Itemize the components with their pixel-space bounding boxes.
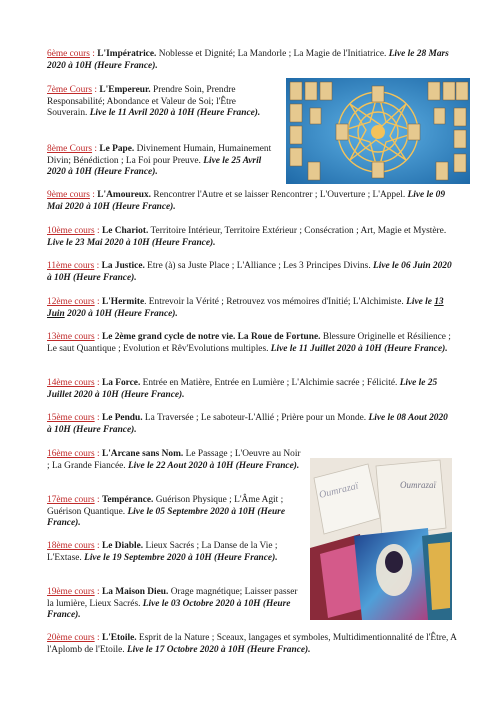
course-title: Le Chariot. [101,226,149,236]
live-date: Live le 28 Mars 2020 à 10H (Heure France). [47,49,449,71]
course-description: Lieux Sacrés ; La Danse de la Vie ; L'Extase. [47,541,278,563]
live-date: Live le 13 Juin 2020 à 10H (Heure France). [47,297,444,319]
course-entry-18: 18ème cours : Le Diable. Lieux Sacrés ; La Danse de la Vie ; L'Extase. Live le 19 Septembre 2020 à 10H (Heure France). [47,541,278,563]
course-description: . Entrevoir la Vérité ; Retrouvez vos mémoires d'Initié; L'Alchimiste. [144,297,404,307]
live-date: Live le 11 Juillet 2020 à 10H (Heure France). [270,343,448,354]
course-entry-14: 14ème cours : La Force. Entrée en Matière, Entrée en Lumière ; L'Alchimie sacrée ; Félicité. Live le 25 Juillet 2020 à 10H (Heure France). [47,378,438,400]
course-entry-17: 17ème cours : Tempérance. Guérison Physique ; L'Âme Agit ; Guérison Quantique. Live le 05 Septembre 2020 à 10H (Heure France). [47,495,285,529]
course-number[interactable]: 8ème Cours [47,144,93,154]
course-number[interactable]: 18ème cours [47,541,95,551]
course-description: Etre (à) sa Juste Place ; L'Alliance ; Les 3 Principes Divins. [147,261,371,271]
course-title: L'Hermite [101,297,145,307]
course-title: Le 2ème grand cycle de notre vie. La Roue de Fortune. [101,332,321,342]
course-entry-16: 16ème cours : L'Arcane sans Nom. Le Passage ; L'Oeuvre au Noir ; La Grande Fiancée. Live le 22 Aout 2020 à 10H (Heure France). [47,449,301,471]
book-title: Oumrazaï [400,480,437,490]
course-description: Noblesse et Dignité; La Mandorle ; La Magie de l'Initiatrice. [158,49,387,59]
live-date: Live le 06 Juin 2020 à 10H (Heure France). [47,261,452,283]
live-date: Live le 08 Aout 2020 à 10H (Heure France). [47,413,448,435]
course-description: Esprit de la Nature ; Sceaux, langages et symboles, Multidimentionnalité de l'Être, A l'Aplomb de l'Etoile. [47,633,457,655]
course-number[interactable]: 15ème cours [47,413,95,423]
course-title: L'Amoureux. [97,190,151,200]
course-number[interactable]: 13ème cours [47,332,95,342]
course-title: L'Empereur. [99,85,151,95]
tarot-mandala-image [286,78,470,184]
live-date: Live le 23 Mai 2020 à 10H (Heure France). [47,237,216,248]
course-entry-6: 6ème cours : L'Impératrice. Noblesse et Dignité; La Mandorle ; La Magie de l'Initiatrice. Live le 28 Mars 2020 à 10H (Heure France). [47,49,449,71]
course-description: Prendre Soin, Prendre Responsabilité; Abondance et Valeur de Soi; l'Être Souverain. [47,85,236,119]
course-title: L'Etoile. [101,633,137,643]
course-title: Le Pendu. [101,413,143,423]
live-date: Live le 22 Aout 2020 à 10H (Heure France). [127,460,300,471]
course-title: La Maison Dieu. [101,587,169,597]
course-entry-19: 19ème cours : La Maison Dieu. Orage magnétique; Laisser passer la lumière, Lieux Sacrés. Live le 03 Octobre 2020 à 10H (Heure France). [47,587,298,621]
live-date: Live le 17 Octobre 2020 à 10H (Heure France). [126,644,311,655]
course-description: Rencontrer l'Autre et se laisser Rencontrer ; L'Ouverture ; L'Appel. [153,190,406,200]
course-entry-20: 20ème cours : L'Etoile. Esprit de la Nature ; Sceaux, langages et symboles, Multidimentionnalité de l'Être, A l'Aplomb de l'Etoile. Live le 17 Octobre 2020 à 10H (Heure France). [47,633,457,655]
course-number[interactable]: 11ème cours [47,261,95,271]
oracle-book-image [310,458,452,620]
oracle-cards-illustration [310,458,452,620]
course-number[interactable]: 10ème cours [47,226,95,236]
course-entry-10: 10ème cours : Le Chariot. Territoire Intérieur, Territoire Extérieur ; Consécration ; Art, Magie et Mystère. Live le 23 Mai 2020 à 10H (Heure France). [47,226,447,248]
book-title-left: Oumrazaï [318,480,360,501]
course-title: Le Diable. [101,541,144,551]
live-date: Live le 05 Septembre 2020 à 10H (Heure France). [47,506,285,529]
course-description: Le Passage ; L'Oeuvre au Noir ; La Grande Fiancée. [47,449,301,471]
live-date: Live le 11 Avril 2020 à 10H (Heure France). [89,108,261,119]
course-entry-7: 7ème Cours : L'Empereur. Prendre Soin, Prendre Responsabilité; Abondance et Valeur de Soi; l'Être Souverain. Live le 11 Avril 2020 à 10H (Heure France). [47,85,261,119]
course-title: Le Pape. [99,144,135,154]
course-number[interactable]: 6ème cours [47,49,90,59]
course-title: La Force. [101,378,141,388]
live-date: Live le 03 Octobre 2020 à 10H (Heure France). [47,598,291,621]
live-date: Live le 09 Mai 2020 à 10H (Heure France). [47,190,446,212]
live-date: Live le 19 Septembre 2020 à 10H (Heure France). [84,552,278,563]
course-description: Territoire Intérieur, Territoire Extérieur ; Consécration ; Art, Magie et Mystère. [150,226,447,236]
course-number[interactable]: 19ème cours [47,587,95,597]
course-description: La Traversée ; Le saboteur-L'Allié ; Prière pour un Monde. [144,413,367,423]
course-number[interactable]: 16ème cours [47,449,95,459]
course-entry-11: 11ème cours : La Justice. Etre (à) sa Juste Place ; L'Alliance ; Les 3 Principes Divins. Live le 06 Juin 2020 à 10H (Heure France). [47,261,452,283]
tarot-mandala-illustration [286,78,470,184]
course-title: L'Arcane sans Nom. [101,449,184,459]
course-number[interactable]: 14ème cours [47,378,95,388]
course-number[interactable]: 7ème Cours [47,85,93,95]
live-date: Live le 25 Juillet 2020 à 10H (Heure France). [47,378,438,400]
course-entry-12: 12ème cours : L'Hermite. Entrevoir la Vérité ; Retrouvez vos mémoires d'Initié; L'Alchimiste. Live le 13 Juin 2020 à 10H (Heure France). [47,297,444,319]
course-entry-13: 13ème cours : Le 2ème grand cycle de notre vie. La Roue de Fortune. Blessure Originelle et Résilience ; Le saut Quantique ; Evolution et Rêv'Evolutions multiples. Live le 11 Juillet 2020 à 10H (Heure France). [47,332,451,354]
course-title: La Justice. [101,261,145,271]
course-number[interactable]: 9ème cours [47,190,90,200]
course-entry-9: 9ème cours : L'Amoureux. Rencontrer l'Autre et se laisser Rencontrer ; L'Ouverture ; L'Appel. Live le 09 Mai 2020 à 10H (Heure France). [47,190,446,212]
course-description: Entrée en Matière, Entrée en Lumière ; L'Alchimie sacrée ; Félicité. [142,378,398,388]
course-description: Divinement Humain, Humainement Divin; Bénédiction ; La Foi pour Preuve. [47,144,272,166]
course-title: Tempérance. [101,495,154,505]
course-title: L'Impératrice. [97,49,157,59]
live-date: Live le 25 Avril 2020 à 10H (Heure France). [47,155,262,178]
course-description: Guérison Physique ; L'Âme Agit ; Guérison Quantique. [47,495,284,517]
course-number[interactable]: 20ème cours [47,633,95,643]
course-description: Orage magnétique; Laisser passer la lumière, Lieux Sacrés. [47,587,298,609]
course-number[interactable]: 17ème cours [47,495,95,505]
course-entry-8: 8ème Cours : Le Pape. Divinement Humain, Humainement Divin; Bénédiction ; La Foi pour Preuve. Live le 25 Avril 2020 à 10H (Heure France). [47,144,272,178]
course-description: Blessure Originelle et Résilience ; Le saut Quantique ; Evolution et Rêv'Evolutions multiples. [47,332,451,354]
course-number[interactable]: 12ème cours [47,297,95,307]
course-entry-15: 15ème cours : Le Pendu. La Traversée ; Le saboteur-L'Allié ; Prière pour un Monde. Live le 08 Aout 2020 à 10H (Heure France). [47,413,448,435]
